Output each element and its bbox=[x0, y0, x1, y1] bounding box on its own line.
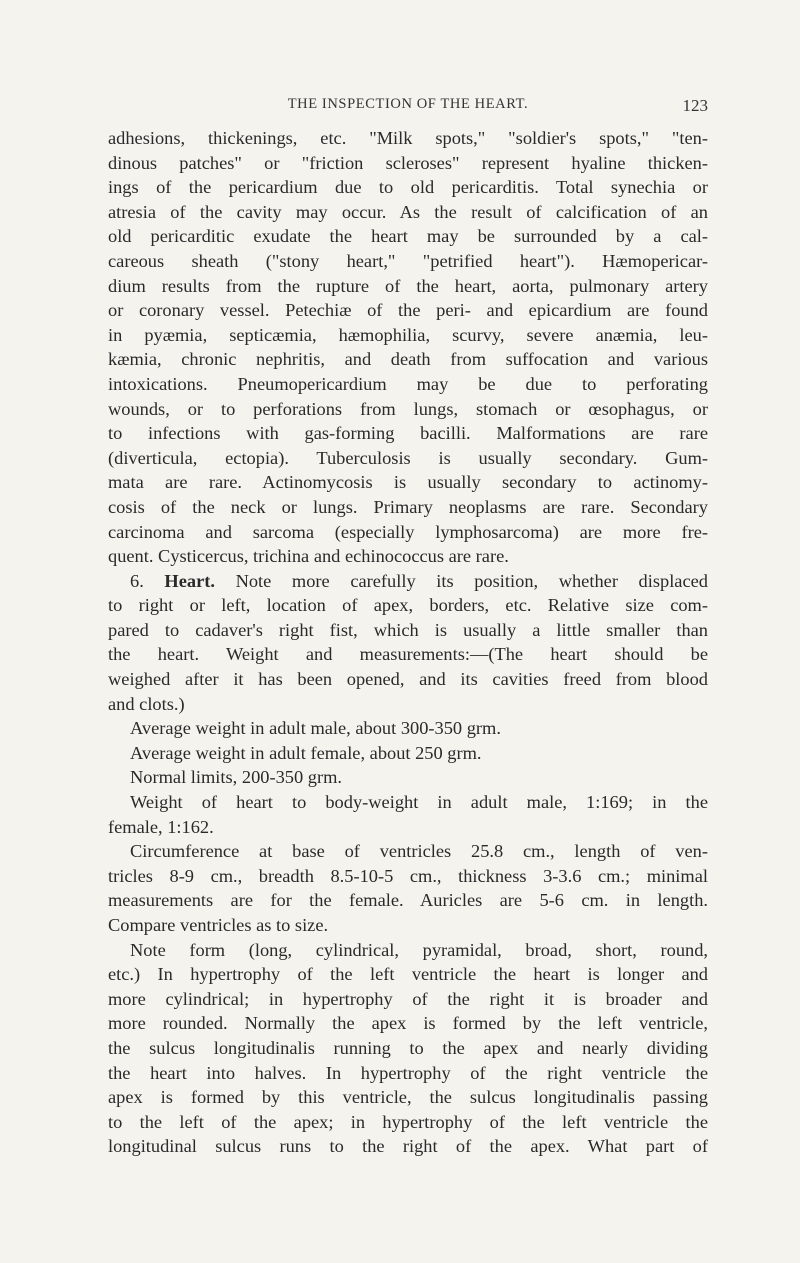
text-line: adhesions, thickenings, etc. "Milk spots," "soldier's spots," "ten- bbox=[108, 128, 708, 148]
section-number: 6. bbox=[130, 570, 144, 591]
paragraph-ratio bbox=[108, 790, 708, 839]
text-line: the sulcus longitudinalis running to the apex and nearly dividing bbox=[108, 1037, 708, 1058]
text-line: ings of the pericardium due to old pericarditis. Total synechia or bbox=[108, 177, 708, 198]
paragraph-circumference bbox=[108, 839, 708, 937]
text-line: careous sheath ("stony heart," "petrified heart"). Hæmopericar- bbox=[108, 250, 708, 271]
weight-item: Average weight in adult female, about 250 grm. bbox=[130, 742, 482, 763]
running-title: THE INSPECTION OF THE HEART. bbox=[287, 96, 529, 112]
text-line: Circumference at base of ventricles 25.8 cm., length of ven- bbox=[130, 841, 708, 862]
text-line: old pericarditic exudate the heart may be surrounded by a cal- bbox=[108, 226, 708, 247]
text-line: mata are rare. Actinomycosis is usually secondary to actinomy- bbox=[108, 472, 708, 493]
text-line: apex is formed by this ventricle, the sulcus longitudinalis passing bbox=[108, 1087, 708, 1108]
text-line: dium results from the rupture of the heart, aorta, pulmonary artery bbox=[108, 275, 708, 296]
weights-list bbox=[108, 716, 708, 790]
text-line: atresia of the cavity may occur. As the result of calcification of an bbox=[108, 201, 708, 222]
text-line: to infections with gas-forming bacilli. Malformations are rare bbox=[108, 423, 708, 444]
text-line: carcinoma and sarcoma (especially lymphosarcoma) are more fre- bbox=[108, 521, 708, 542]
text-line: intoxications. Pneumopericardium may be due to perforating bbox=[108, 373, 708, 394]
text-line: more cylindrical; in hypertrophy of the right it is broader and bbox=[108, 988, 708, 1009]
text-line: cosis of the neck or lungs. Primary neoplasms are rare. Secondary bbox=[108, 496, 708, 517]
text-line: the heart. Weight and measurements:—(The heart should be bbox=[108, 644, 708, 665]
text-line: or coronary vessel. Petechiæ of the peri- and epicardium are found bbox=[108, 300, 708, 321]
text-line: in pyæmia, septicæmia, hæmophilia, scurvy, severe anæmia, leu- bbox=[108, 324, 708, 345]
section-first-line bbox=[108, 569, 708, 594]
text-line: longitudinal sulcus runs to the right of the apex. What part of bbox=[108, 1136, 708, 1157]
text-line: female, 1:162. bbox=[108, 816, 214, 837]
text-line: the heart into halves. In hypertrophy of the right ventricle the bbox=[108, 1062, 708, 1083]
text-line: dinous patches" or "friction scleroses" represent hyaline thicken- bbox=[108, 152, 708, 173]
text-line: kæmia, chronic nephritis, and death from suffocation and various bbox=[108, 349, 708, 370]
text-line: Note form (long, cylindrical, pyramidal, broad, short, round, bbox=[130, 939, 708, 960]
text-line: quent. Cysticercus, trichina and echinococcus are rare. bbox=[108, 546, 509, 567]
text-line: etc.) In hypertrophy of the left ventricle the heart is longer and bbox=[108, 964, 708, 985]
text-line: to right or left, location of apex, borders, etc. Relative size com- bbox=[108, 595, 708, 616]
text-line: Weight of heart to body-weight in adult male, 1:169; in the bbox=[130, 792, 708, 813]
text-line: wounds, or to perforations from lungs, stomach or œsophagus, or bbox=[108, 398, 708, 419]
paragraph-form bbox=[108, 938, 708, 1159]
text-line: tricles 8-9 cm., breadth 8.5-10-5 cm., thickness 3-3.6 cm.; minimal bbox=[108, 865, 708, 886]
text-line: pared to cadaver's right fist, which is usually a little smaller than bbox=[108, 619, 708, 640]
paragraph-pericardium bbox=[108, 126, 708, 569]
text-line: measurements are for the female. Auricles are 5-6 cm. in length. bbox=[108, 890, 708, 911]
text-line: Compare ventricles as to size. bbox=[108, 915, 329, 935]
text-line: and clots.) bbox=[108, 693, 185, 714]
weight-item: Average weight in adult male, about 300-350 grm. bbox=[130, 718, 501, 739]
text-line: more rounded. Normally the apex is formed by the left ventricle, bbox=[108, 1013, 708, 1034]
text-line: (diverticula, ectopia). Tuberculosis is usually secondary. Gum- bbox=[108, 447, 708, 468]
text-line: weighed after it has been opened, and its cavities freed from blood bbox=[108, 669, 708, 690]
page-number: 123 bbox=[682, 96, 708, 115]
section-heart bbox=[108, 569, 708, 717]
section-heading: Heart. bbox=[164, 570, 215, 591]
running-header bbox=[108, 96, 708, 120]
section-first-line-text: Note more carefully its position, whether displaced bbox=[235, 570, 708, 591]
body-text bbox=[108, 126, 708, 1159]
weight-item: Normal limits, 200-350 grm. bbox=[130, 767, 342, 788]
text-line: to the left of the apex; in hypertrophy of the left ventricle the bbox=[108, 1111, 708, 1132]
